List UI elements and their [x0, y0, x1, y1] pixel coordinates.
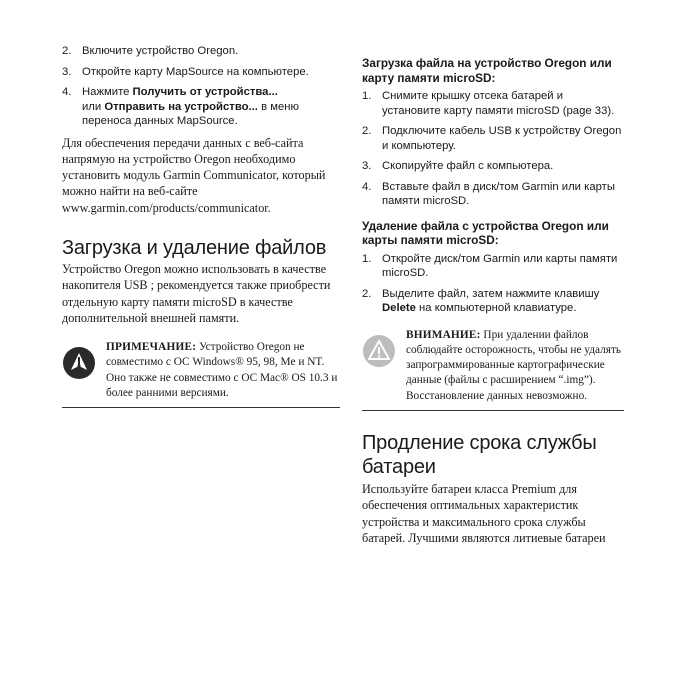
step-text: Снимите крышку отсека батарей и установите карту памяти microSD (page 33). [382, 90, 615, 117]
note-text [106, 340, 340, 401]
step-number: 2. [362, 125, 372, 137]
delete-file-heading: Удаление файла с устройства Oregon или карты памяти microSD: [362, 218, 609, 247]
step-number: 1. [362, 90, 372, 102]
step-text-pre: Нажмите [82, 86, 133, 98]
warning-text [406, 328, 624, 404]
note-label: ПРИМЕЧАНИЕ: [106, 341, 197, 354]
list-item [62, 85, 340, 129]
list-item [362, 252, 624, 281]
step-text: Откройте карту MapSource на компьютере. [82, 65, 309, 78]
section-title-files: Загрузка и удаление файлов [62, 236, 327, 259]
list-item [362, 89, 624, 118]
communicator-paragraph: Для обеспечения передачи данных с веб-сайта напрямую на устройство Oregon необходимо установить модуль Garmin Communicator, который можно найти на веб-сайте www.garmin.com/products/communicator. [62, 135, 326, 215]
warning-label: ВНИМАНИЕ: [406, 328, 481, 341]
warning-box [362, 328, 624, 411]
step-text: Включите устройство Oregon. [82, 45, 239, 57]
right-column [362, 56, 624, 546]
list-item [62, 44, 340, 59]
delete-steps-list [362, 252, 624, 316]
receive-from-device-command: Получить от устройства... [132, 86, 278, 98]
step-number: 4. [62, 86, 72, 98]
note-box [62, 340, 340, 408]
warning-triangle-icon [362, 334, 396, 368]
step-text: Откройте диск/том Garmin или карты памяти microSD. [382, 252, 618, 279]
list-item [62, 65, 340, 80]
list-item [362, 124, 624, 153]
step-number: 2. [62, 45, 72, 57]
step-text-pre: Выделите файл, затем нажмите клавишу [382, 287, 600, 300]
list-item [362, 287, 624, 316]
note-body: Устройство Oregon не совместимо с ОС Windows® 95, 98, Me и NT. Оно также не совместимо с ОС Mac® OS 10.3 и более ранними версиями. [106, 341, 338, 400]
delete-key-label: Delete [382, 302, 416, 314]
list-item [362, 159, 624, 174]
battery-paragraph: Используйте батареи класса Premium для обеспечения оптимальных характеристик устройства и максимального срока службы батарей. Лучшими являются литиевые батареи [362, 481, 606, 545]
step-number: 1. [362, 252, 372, 265]
pen-note-icon [62, 346, 96, 380]
send-to-device-command: Отправить на устройство... [104, 100, 258, 113]
step-number: 4. [362, 180, 372, 193]
step-text-post: в меню переноса данных MapSource. [82, 100, 299, 127]
list-item [362, 180, 624, 209]
step-text: Вставьте файл в диск/том Garmin или карты памяти microSD. [382, 180, 615, 207]
step-text: Скопируйте файл с компьютера. [382, 160, 554, 172]
files-paragraph: Устройство Oregon можно использовать в качестве накопителя USB ; рекомендуется также приобрести отдельную карту памяти microSD в качестве дополнительной внешней памяти. [62, 261, 331, 325]
step-text-post: на компьютерной клавиатуре. [415, 302, 577, 314]
step-text-mid: или [82, 100, 105, 113]
section-title-battery: Продление срока службы батареи [362, 431, 597, 478]
step-number: 2. [362, 287, 372, 300]
warning-body: При удалении файлов соблюдайте осторожность, чтобы не удалять запрограммированные картографические данные (файлы с расширением “.img”). Восстановление данных невозможно. [406, 328, 622, 402]
transfer-steps-list [62, 44, 340, 129]
step-number: 3. [62, 65, 72, 78]
left-column [62, 44, 340, 408]
step-number: 3. [362, 160, 372, 172]
step-text: Подключите кабель USB к устройству Oregon и компьютеру. [382, 125, 622, 152]
load-file-heading: Загрузка файла на устройство Oregon или карту памяти microSD: [362, 56, 612, 85]
load-steps-list [362, 89, 624, 209]
